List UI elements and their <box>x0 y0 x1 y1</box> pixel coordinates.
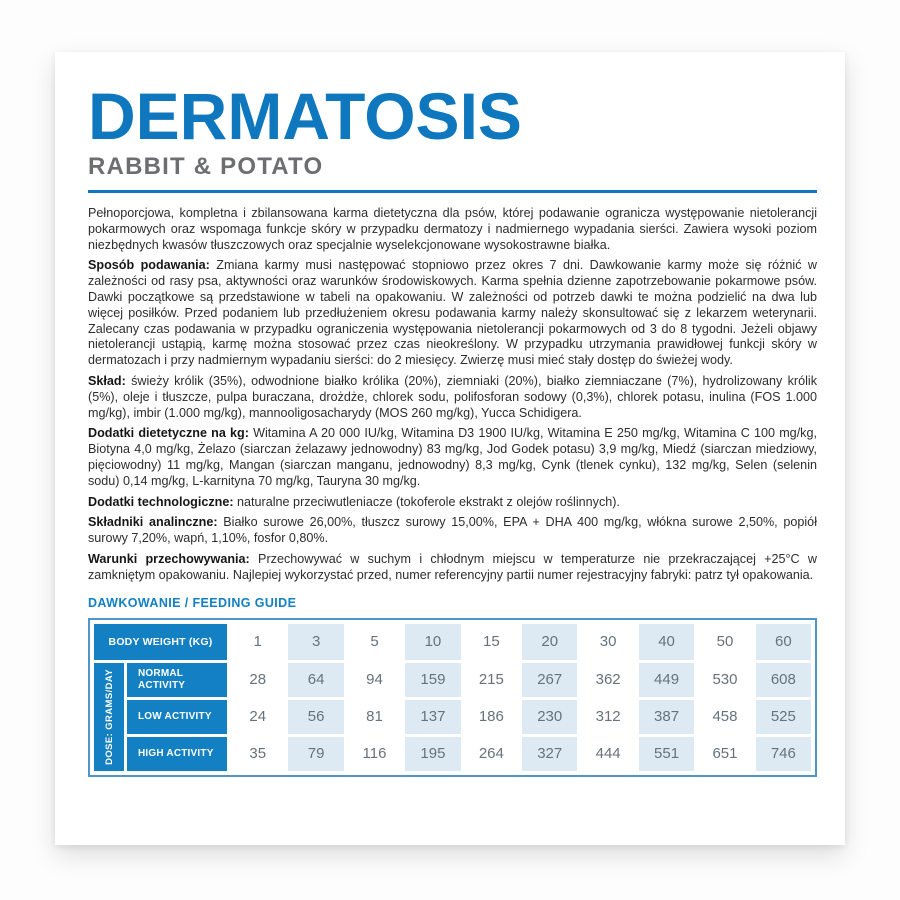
description-block <box>88 206 817 584</box>
dose-value: 327 <box>522 737 577 771</box>
dose-value: 230 <box>522 700 577 734</box>
section-text: świeży królik (35%), odwodnione białko królika (20%), ziemniaki (20%), białko ziemniaczane (7%), hydrolizowany królik (5%), oleje i tłuszcze, pulpa buraczana, drożdże, chlorek sodu, polifosforan sodowy (0,3%), chlorek potasu, inulina (FOS 1.000 mg/kg), imbir (1.000 mg/kg), mannooligosacharydy (MOS 260 mg/kg), Yucca Schidigera. <box>88 373 817 420</box>
dose-value: 64 <box>288 663 343 697</box>
intro-paragraph <box>88 206 817 253</box>
dose-value: 81 <box>366 708 383 726</box>
label-card <box>55 52 845 845</box>
table-row-high-activity <box>127 737 811 771</box>
section-label: Skład: <box>88 373 126 388</box>
dose-value: 458 <box>712 708 738 726</box>
dose-axis-label: DOSE: GRAMS/DAY <box>103 668 115 765</box>
dose-value: 530 <box>712 671 738 689</box>
section-label: Składniki analinczne: <box>88 515 218 530</box>
weight-col-header: 15 <box>482 633 500 651</box>
weight-col-header: 3 <box>288 624 343 660</box>
dose-value: 159 <box>405 663 460 697</box>
section-text: Przechowywać w suchym i chłodnym miejscu w temperaturze nie przekraczającej +25°C w zamkniętym opakowaniu. Najlepiej wykorzystać przed, numer referencyjny partii numer rejestracyjny fabryki: patrz tył opakowania. <box>88 551 818 582</box>
section-label: Sposób podawania: <box>88 258 210 273</box>
product-subtitle: RABBIT & POTATO <box>88 153 324 180</box>
dose-value: 56 <box>288 700 343 734</box>
dose-rows <box>127 663 811 771</box>
dose-value: 551 <box>639 737 694 771</box>
weight-col-header: 40 <box>639 624 694 660</box>
row-label-low-activity: LOW ACTIVITY <box>127 700 227 734</box>
section-label: Dodatki technologiczne: <box>88 494 234 509</box>
feeding-guide-table <box>88 618 817 777</box>
dose-value: 94 <box>366 671 383 689</box>
dose-value: 525 <box>756 700 811 734</box>
weight-col-header: 5 <box>370 633 379 651</box>
weight-col-header: 30 <box>599 633 617 651</box>
table-row-normal-activity <box>127 663 811 697</box>
weight-col-header: 10 <box>405 624 460 660</box>
section-label: Warunki przechowywania: <box>88 551 250 566</box>
section-storage-conditions <box>88 552 817 584</box>
body-weight-row <box>94 624 811 660</box>
product-title: DERMATOSIS <box>88 79 522 153</box>
body-weight-header: BODY WEIGHT (KG) <box>94 624 227 660</box>
dose-value: 195 <box>405 737 460 771</box>
section-label: Dodatki dietetyczne na kg: <box>88 426 249 441</box>
dose-value: 651 <box>712 745 738 763</box>
dose-axis-label-cell <box>94 663 124 771</box>
section-analytical-constituents <box>88 515 817 547</box>
dose-value: 267 <box>522 663 577 697</box>
weight-col-header: 50 <box>716 633 734 651</box>
intro-text: Pełnoporcjowa, kompletna i zbilansowana karma dietetyczna dla psów, której podawanie ogranicza występowanie nietolerancji pokarmowych oraz wspomaga funkcje skóry w przypadku dermatozy i nadmiernego wypadania sierści. Zawiera wysoki poziom niezbędnych kwasów tłuszczowych oraz specjalnie wyselekcjonowane wysokostrawne białka. <box>88 206 817 252</box>
header-divider <box>88 190 817 193</box>
dose-value: 449 <box>639 663 694 697</box>
dose-value: 186 <box>478 708 504 726</box>
dose-value: 444 <box>595 745 621 763</box>
dose-value: 387 <box>639 700 694 734</box>
dose-value: 362 <box>595 671 621 689</box>
dose-value: 116 <box>362 745 387 763</box>
weight-col-header: 20 <box>522 624 577 660</box>
dose-value: 137 <box>405 700 460 734</box>
weight-col-header: 60 <box>756 624 811 660</box>
section-dietetic-additives <box>88 426 817 489</box>
weight-col-header: 1 <box>253 633 262 651</box>
dose-value: 79 <box>288 737 343 771</box>
section-feeding-instructions <box>88 258 817 369</box>
section-technological-additives <box>88 495 817 511</box>
section-text: Białko surowe 26,00%, tłuszcz surowy 15,00%, EPA + DHA 400 mg/kg, włókna surowe 2,50%, popiół surowy 7,20%, wapń, 1,10%, fosfor 0,80%. <box>88 515 817 546</box>
table-row-low-activity <box>127 700 811 734</box>
dose-value: 746 <box>756 737 811 771</box>
dose-value: 24 <box>249 708 267 726</box>
section-composition <box>88 374 817 421</box>
dose-value: 28 <box>249 671 267 689</box>
feeding-guide-heading: DAWKOWANIE / FEEDING GUIDE <box>88 595 297 610</box>
row-label-normal-activity: NORMAL ACTIVITY <box>127 663 227 697</box>
section-text: naturalne przeciwutleniacze (tokoferole ekstrakt z olejów roślinnych). <box>237 494 620 509</box>
dose-value: 35 <box>249 745 267 763</box>
dose-rows-wrapper <box>94 663 811 771</box>
dose-value: 215 <box>478 671 504 689</box>
section-text: Witamina A 20 000 IU/kg, Witamina D3 1900 IU/kg, Witamina E 250 mg/kg, Witamina C 100 mg/kg, Biotyna 4,0 mg/kg, Żelazo (siarczan żelazawy jednowodny) 83 mg/kg, Jod Godek potasu) 3,9 mg/kg, Miedź (siarczan miedziowy, pięciowodny) 11 mg/kg, Mangan (siarczan manganu, jednowodny) 8,3 mg/kg, Cynk (tlenek cynku), 132 mg/kg, Selen (selenin sodu) 0,14 mg/kg, L-karnityna 70 mg/kg, Tauryna 30 mg/kg. <box>88 426 817 488</box>
dose-value: 264 <box>478 745 504 763</box>
dose-value: 312 <box>595 708 621 726</box>
section-text: Zmiana karmy musi następować stopniowo przez okres 7 dni. Dawkowanie karmy może się różnić w zależności od rasy psa, aktywności oraz warunków środowiskowych. Karma spełnia dzienne zapotrzebowanie pokarmowe psów. Dawki początkowe są przedstawione w tabeli na opakowaniu. W zależności od potrzeb dawki te można podzielić na dwa lub więcej posiłków. Przed podaniem lub przedłużeniem okresu podawania karmy należy skonsultować się z lekarzem weterynarii. Zalecany czas podawania w przypadku ograniczenia występowania nietolerancji pokarmowych od 3 do 8 tygodni. Jeżeli objawy nietolerancji ustąpią, karmę można stosować przez czas nieokreślony. W przypadku utrzymania prawidłowej funkcji skóry w dermatozach i przy nadmiernym wypadaniu sierści: do 2 miesięcy. Zwierzę musi mieć stały dostęp do świeżej wody. <box>88 258 818 368</box>
dose-value: 608 <box>756 663 811 697</box>
row-label-high-activity: HIGH ACTIVITY <box>127 737 227 771</box>
